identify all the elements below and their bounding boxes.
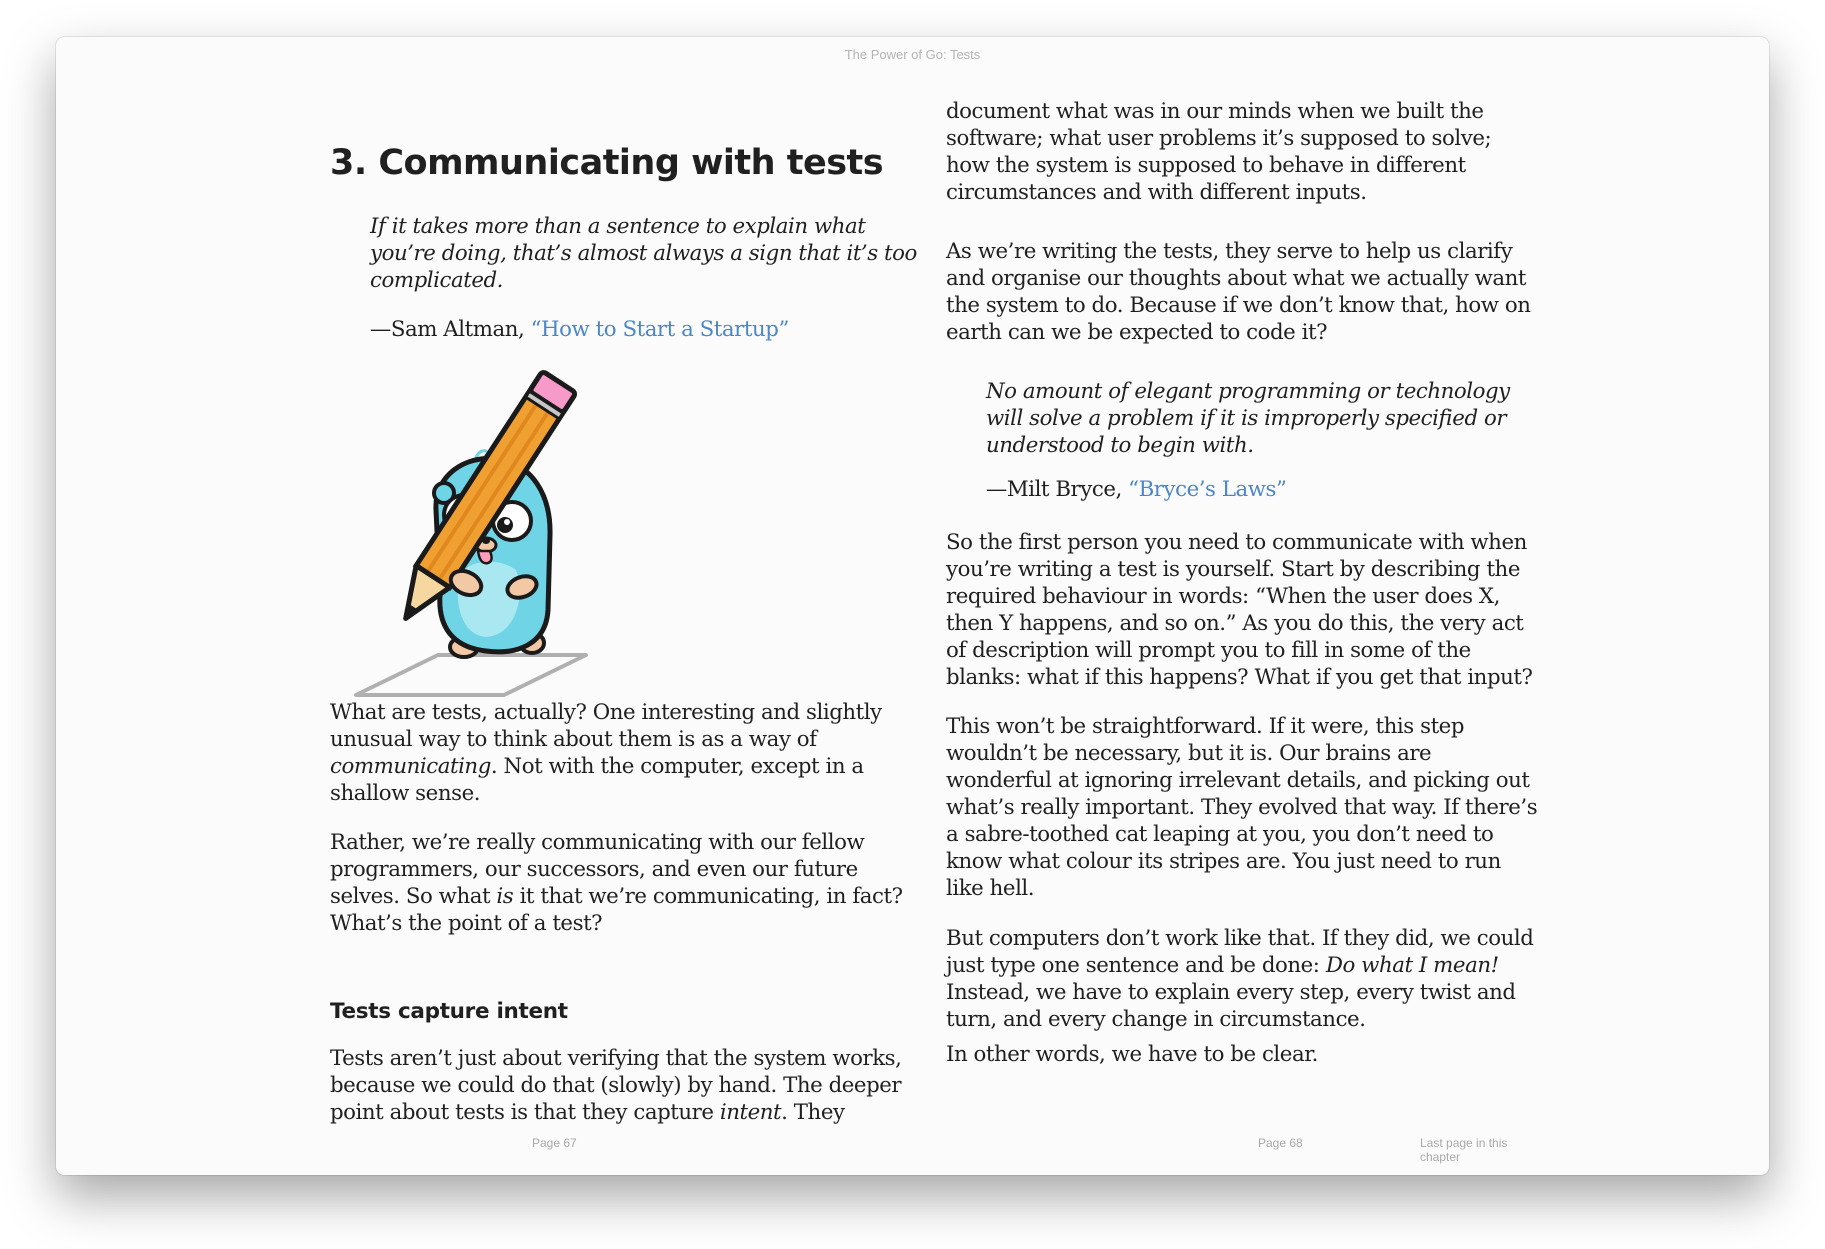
paragraph-continued: document what was in our minds when we built the software; what user problems it’s supposed to solve; how the system is supposed to behave in different circumstances and with different inputs. xyxy=(946,99,1492,205)
paragraph-1: What are tests, actually? One interesting and slightly unusual way to think about them is as a way of communicating. Not with the computer, except in a shallow sense. xyxy=(330,700,882,806)
window-title: The Power of Go: Tests xyxy=(844,47,981,62)
epigraph-attribution-prefix: —Sam Altman, xyxy=(370,317,531,342)
section-heading: Tests capture intent xyxy=(330,999,568,1024)
page-number-right: Page 68 xyxy=(1258,1136,1303,1150)
chapter-title: 3. Communicating with tests xyxy=(330,143,884,183)
paragraph-straightforward: This won’t be straightforward. If it were, this step wouldn’t be necessary, but it is. Our brains are wonderful at ignoring irrelevant details, and picking out what’s really important. They evolved that way. If there’s a sabre-toothed cat leaping at you, you don’t need to know what colour its stripes are. You just need to run like hell. xyxy=(946,714,1538,901)
epigraph xyxy=(370,213,924,294)
paragraph-2: Rather, we’re really communicating with our fellow programmers, our successors, and even our future selves. So what is it that we’re communicating, in fact? What’s the point of a test? xyxy=(330,830,903,936)
block-quote-text: No amount of elegant programming or technology will solve a problem if it is improperly specified or understood to begin with. xyxy=(986,379,1510,458)
block-quote xyxy=(986,378,1538,459)
chapter-end-note: Last page in this chapter xyxy=(1420,1136,1508,1164)
gopher-pencil-illustration xyxy=(346,355,606,705)
paragraph-yourself: So the first person you need to communicate with when you’re writing a test is yourself. Start by describing the required behaviour in words: “When the user does X, then Y happens, and so on.” As you do this, the very act of description will prompt you to fill in some of the blanks: what if this happens? What if you get that input? xyxy=(946,530,1533,690)
paragraph-3: Tests aren’t just about verifying that the system works, because we could do that (slowly) by hand. The deeper point about tests is that they capture intent. They xyxy=(330,1046,902,1125)
page-number-left: Page 67 xyxy=(532,1136,577,1150)
paragraph-clear: In other words, we have to be clear. xyxy=(946,1042,1318,1067)
quote-source-link[interactable]: “Bryce’s Laws” xyxy=(1128,477,1287,502)
paragraph-computers: But computers don’t work like that. If they did, we could just type one sentence and be done: Do what I mean! Instead, we have to explain every step, every twist and turn, and every change in circumstance. xyxy=(946,926,1534,1032)
paragraph-clarify: As we’re writing the tests, they serve to help us clarify and organise our thoughts about what we actually want the system to do. Because if we don’t know that, how on earth can we be expected to code it? xyxy=(946,239,1531,345)
epigraph-text: If it takes more than a sentence to explain what you’re doing, that’s almost always a sign that it’s too complicated. xyxy=(370,214,917,293)
block-quote-attribution: —Milt Bryce, “Bryce’s Laws” xyxy=(986,477,1287,502)
epigraph-source-link[interactable]: “How to Start a Startup” xyxy=(530,317,789,342)
book-reader-window xyxy=(56,37,1769,1175)
epigraph-attribution xyxy=(370,316,924,343)
